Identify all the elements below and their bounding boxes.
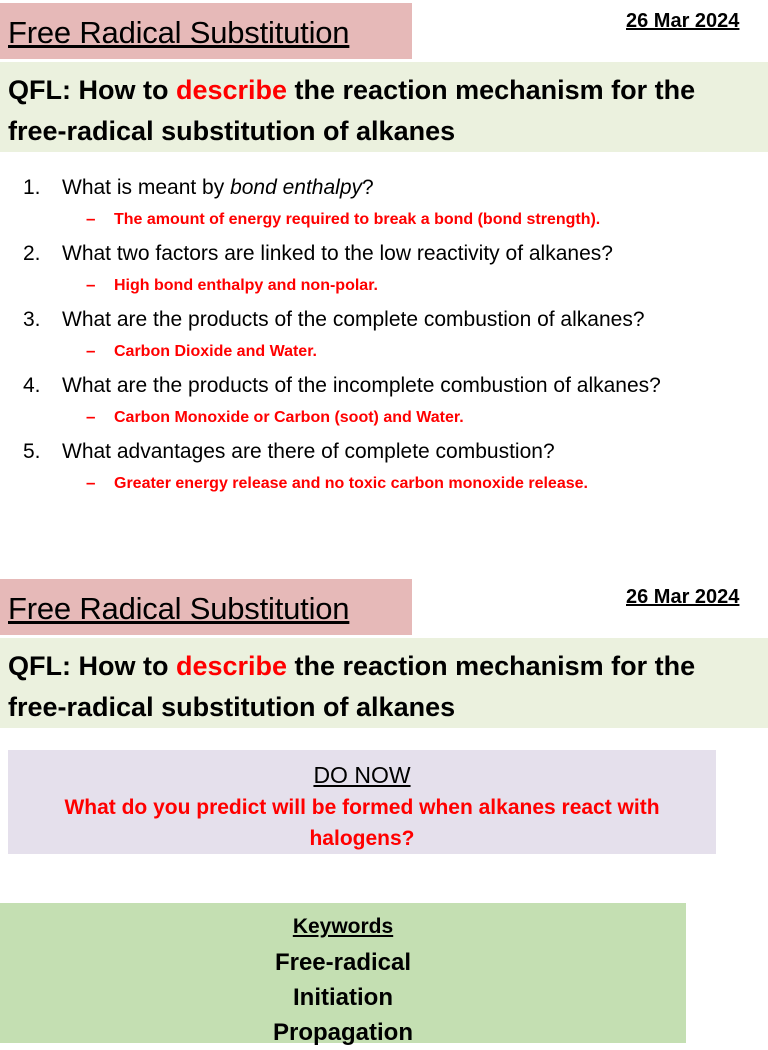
question-item bbox=[0, 236, 768, 302]
qfl-highlight: describe bbox=[175, 75, 288, 105]
answer-text: High bond enthalpy and non-polar. bbox=[114, 277, 378, 294]
question-text bbox=[62, 176, 374, 200]
question-number: 3. bbox=[23, 308, 41, 331]
qfl-suffix: the reaction mechanism for the free-radical substitution of alkanes bbox=[8, 651, 696, 722]
answer-dash: – bbox=[86, 209, 96, 228]
keywords-box bbox=[0, 903, 686, 1046]
keywords-list bbox=[0, 945, 686, 1050]
question-item bbox=[0, 302, 768, 368]
question-number: 1. bbox=[23, 176, 41, 199]
question-text: What are the products of the complete combustion of alkanes? bbox=[62, 308, 645, 331]
qfl-prefix: QFL: How to bbox=[8, 651, 176, 681]
slide-date: 26 Mar 2024 bbox=[626, 10, 740, 32]
qfl-banner bbox=[0, 638, 768, 728]
answer-dash: – bbox=[86, 473, 96, 492]
question-emphasis: bond enthalpy bbox=[230, 176, 363, 199]
qfl-text bbox=[8, 70, 758, 152]
qfl-text bbox=[8, 646, 758, 728]
slide-2 bbox=[0, 576, 768, 1046]
qfl-suffix: the reaction mechanism for the free-radical substitution of alkanes bbox=[8, 75, 696, 146]
question-number: 4. bbox=[23, 374, 41, 397]
qfl-banner bbox=[0, 62, 768, 152]
do-now-box bbox=[8, 750, 716, 854]
question-list bbox=[0, 170, 768, 500]
answer-dash: – bbox=[86, 275, 96, 294]
answer-text: The amount of energy required to break a bond (bond strength). bbox=[114, 211, 601, 228]
question-number: 2. bbox=[23, 242, 41, 265]
question-text-part: ? bbox=[362, 176, 374, 199]
answer-text: Carbon Dioxide and Water. bbox=[114, 343, 317, 360]
answer-text: Carbon Monoxide or Carbon (soot) and Water. bbox=[114, 409, 464, 426]
answer-dash: – bbox=[86, 341, 96, 360]
keyword-item: Initiation bbox=[293, 984, 393, 1011]
answer-text: Greater energy release and no toxic carbon monoxide release. bbox=[114, 475, 588, 492]
keyword-item: Free-radical bbox=[274, 949, 412, 976]
do-now-title: DO NOW bbox=[313, 762, 411, 788]
question-text: What are the products of the incomplete combustion of alkanes? bbox=[62, 374, 661, 397]
keywords-title: Keywords bbox=[292, 915, 394, 938]
slide-date: 26 Mar 2024 bbox=[626, 586, 740, 608]
do-now-question: What do you predict will be formed when alkanes react with halogens? bbox=[64, 796, 660, 850]
question-text: What two factors are linked to the low reactivity of alkanes? bbox=[62, 242, 613, 265]
title-banner bbox=[0, 3, 412, 59]
question-number: 5. bbox=[23, 440, 41, 463]
question-item bbox=[0, 434, 768, 500]
answer-dash: – bbox=[86, 407, 96, 426]
slide-title: Free Radical Substitution bbox=[8, 591, 350, 626]
keyword-item: Propagation bbox=[272, 1019, 413, 1046]
qfl-prefix: QFL: How to bbox=[8, 75, 176, 105]
slide-title: Free Radical Substitution bbox=[8, 15, 350, 50]
question-text: What advantages are there of complete combustion? bbox=[62, 440, 555, 463]
question-item bbox=[0, 170, 768, 236]
title-banner bbox=[0, 579, 412, 635]
question-item bbox=[0, 368, 768, 434]
qfl-highlight: describe bbox=[175, 651, 288, 681]
question-text-part: What is meant by bbox=[62, 176, 231, 199]
